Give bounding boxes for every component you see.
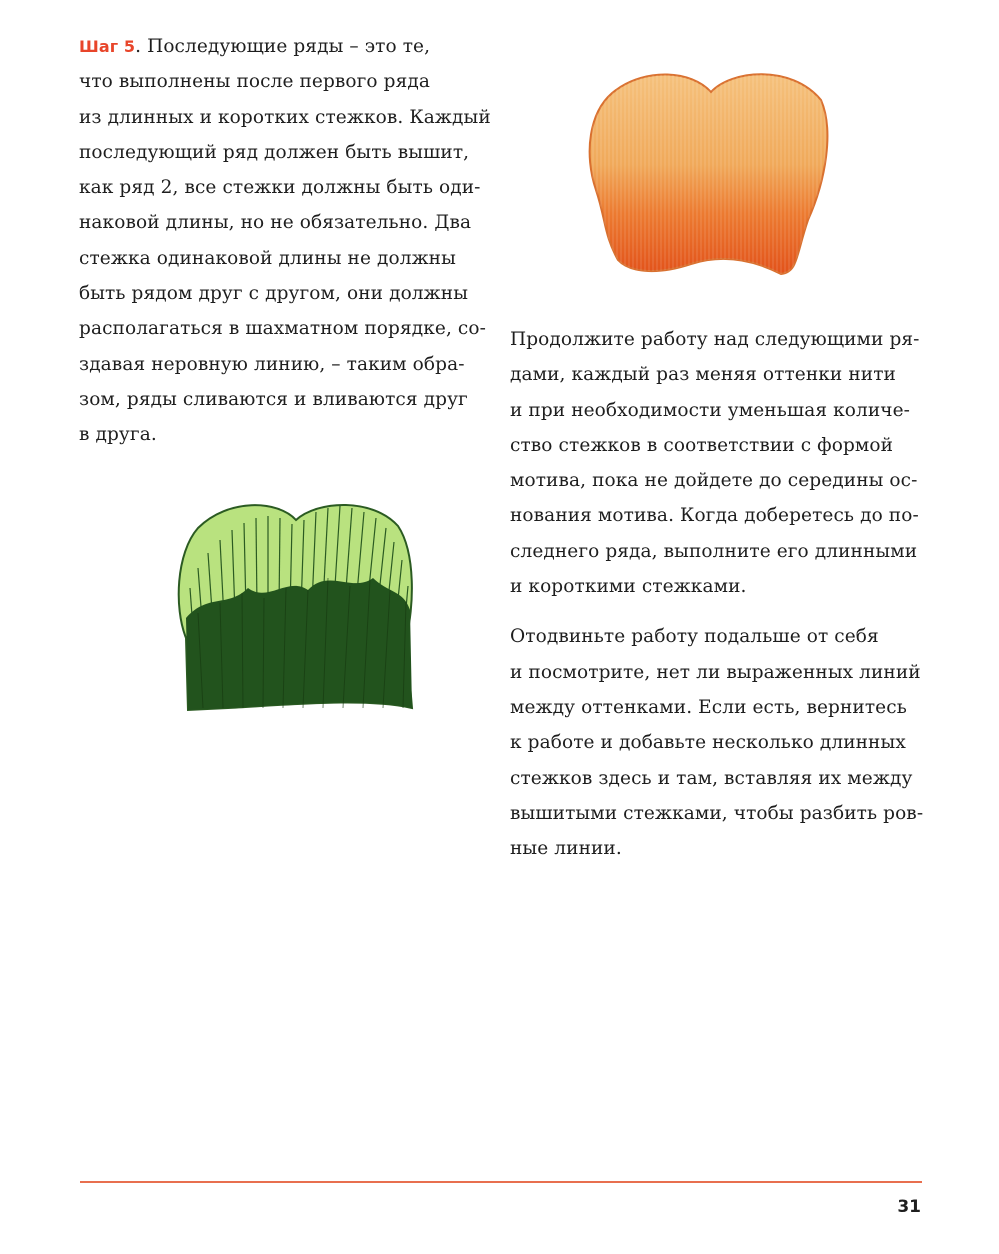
text-line: нования мотива. Когда доберетесь до по- bbox=[510, 505, 919, 527]
text-line: располагаться в шахматном порядке, со- bbox=[79, 318, 486, 340]
text-line-part: . Последующие ряды – это те, bbox=[135, 36, 431, 57]
green-stitch-diagram bbox=[168, 498, 422, 716]
paragraph-1 bbox=[510, 322, 930, 604]
step-label: Шаг 5 bbox=[79, 37, 136, 56]
orange-petal-image bbox=[576, 60, 836, 282]
text-line: наковой длины, но не обязательно. Два bbox=[79, 212, 472, 234]
text-line: и при необходимости уменьшая количе- bbox=[510, 399, 910, 421]
text-line: ные линии. bbox=[510, 838, 622, 860]
text-line: здавая неровную линию, – таким обра- bbox=[79, 353, 465, 375]
text-line: ство стежков в соответствии с формой bbox=[510, 434, 894, 456]
text-line: стежков здесь и там, вставляя их между bbox=[510, 767, 913, 789]
paragraph-2 bbox=[510, 619, 930, 866]
right-text-column bbox=[510, 322, 930, 866]
text-line: вышитыми стежками, чтобы разбить ров- bbox=[510, 802, 924, 824]
text-line: из длинных и коротких стежков. Каждый bbox=[79, 106, 491, 128]
left-text-column bbox=[79, 29, 499, 453]
text-line: дами, каждый раз меняя оттенки нити bbox=[510, 364, 896, 386]
text-line: стежка одинаковой длины не должны bbox=[79, 247, 456, 269]
page-number: 31 bbox=[897, 1197, 921, 1217]
text-line: что выполнены после первого ряда bbox=[79, 71, 430, 93]
text-line: следнего ряда, выполните его длинными bbox=[510, 540, 918, 562]
text-line: как ряд 2, все стежки должны быть оди- bbox=[79, 177, 481, 199]
text-line: Отодвиньте работу подальше от себя bbox=[510, 626, 879, 648]
text-line: зом, ряды сливаются и вливаются друг bbox=[79, 388, 468, 410]
text-line: в друга. bbox=[79, 424, 157, 446]
text-line: между оттенками. Если есть, вернитесь bbox=[510, 696, 907, 718]
text-line: и короткими стежками. bbox=[510, 576, 747, 598]
footer-divider bbox=[80, 1181, 922, 1183]
text-line: и посмотрите, нет ли выраженных линий bbox=[510, 661, 921, 683]
text-line bbox=[79, 29, 499, 64]
text-line: к работе и добавьте несколько длинных bbox=[510, 732, 906, 754]
text-line: Продолжите работу над следующими ря- bbox=[510, 329, 920, 350]
text-line: последующий ряд должен быть вышит, bbox=[79, 141, 470, 163]
text-line: быть рядом друг с другом, они должны bbox=[79, 283, 469, 305]
paragraph-gap bbox=[510, 604, 930, 619]
text-line: мотива, пока не дойдете до середины ос- bbox=[510, 470, 918, 492]
